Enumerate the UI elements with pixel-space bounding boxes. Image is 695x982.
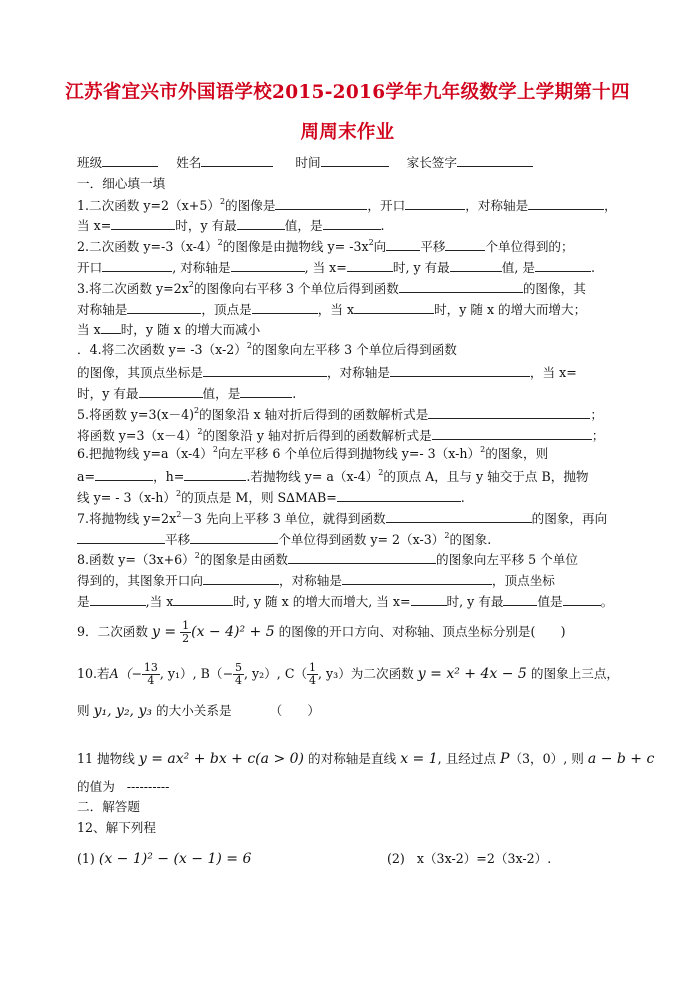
- q12-p1-expr: (x − 1)² − (x − 1) = 6: [98, 851, 252, 867]
- q2-line2: 开口 , 对称轴是 , 当 x= 时, y 有最 值, 是 .: [77, 260, 595, 275]
- name-field[interactable]: [201, 153, 273, 167]
- time-field[interactable]: [321, 153, 389, 167]
- q9-line: 9．二次函数 y = $\frac{1}{2}$ (x − 4)² + 5 的图像的开口方向、对称轴、顶点坐标分别是( ): [77, 619, 566, 645]
- q5-blank-x-fold[interactable]: [428, 405, 590, 419]
- q4-line3: 时，y 有最 值，是 .: [77, 386, 297, 401]
- q7-blank-direction[interactable]: [77, 530, 165, 544]
- q10-line2: 则 y₁, y₂, y₃ 的大小关系是 （ ）: [77, 703, 320, 719]
- q2-blank-opening[interactable]: [102, 258, 172, 272]
- q1-blank-extreme[interactable]: [237, 216, 285, 230]
- q4-line2: 的图像，其顶点坐标是 ，对称轴是 ，当 x=: [77, 365, 577, 380]
- q7-blank-units[interactable]: [190, 530, 278, 544]
- q2-blank-extreme[interactable]: [450, 258, 502, 272]
- section-fill-in-heading: 一．细心填一填: [77, 176, 166, 191]
- q2-blank-x[interactable]: [347, 258, 393, 272]
- q4-blank-vertex[interactable]: [203, 363, 327, 377]
- q4-line1: ．4.将二次函数 $y= -3(x-2)^2$的图象向左平移 3 个单位后得到函数: [77, 341, 457, 357]
- q2-blank-value[interactable]: [535, 258, 591, 272]
- q3-blank-function[interactable]: [399, 279, 523, 293]
- q3-line2: 对称轴是 ，顶点是 ，当 x 时，y 随 x 的增大而增大；: [77, 302, 587, 317]
- q7-line1: 7.将抛物线 $y=2x^2-3$ 先向上平移 3 单位，就得到函数 的图象，再向: [77, 510, 608, 526]
- time-label: 时间: [295, 155, 321, 170]
- q4-blank-value[interactable]: [240, 384, 292, 398]
- q7-blank-function[interactable]: [386, 509, 532, 523]
- q3-blank-increase[interactable]: [354, 300, 434, 314]
- name-label: 姓名: [176, 155, 202, 170]
- q11-answer-dashes[interactable]: ----------: [126, 779, 170, 794]
- q6-blank-h[interactable]: [184, 467, 246, 481]
- q8-blank-value[interactable]: [563, 592, 601, 606]
- q8-blank-vertex[interactable]: [90, 592, 146, 606]
- page-subtitle: 周周末作业: [300, 122, 395, 143]
- q7-line2: 平移 个单位得到函数 $y= 2(x-3)^2$的图象.: [77, 530, 622, 548]
- q1-line2: 当 x= 时，y 有最 值，是 .: [77, 218, 385, 233]
- section-answer-heading: 二．解答题: [77, 799, 140, 814]
- q5-line1: 5.将函数 $y=3(x-4)^2$的图象沿 x 轴对折后得到的函数解析式是 ；: [77, 406, 603, 422]
- q8-line2: 得到的，其图象开口向 ，对称轴是 ，顶点坐标: [77, 573, 555, 588]
- q3-line1: 3.将二次函数 $y=2x^2$的图像向右平移 3 个单位后得到函数 的图像，其: [77, 280, 586, 296]
- q8-line3: 是 ,当 x 时, y 随 x 的增大而增大, 当 x= 时, y 有最 值是 。: [77, 594, 614, 609]
- q12-p1-label: (1): [77, 851, 95, 866]
- q2-blank-direction[interactable]: [386, 237, 420, 251]
- q5-line2: 将函数 $y=3(x-4)^2$的图象沿 y 轴对折后得到的函数解析式是 ；: [77, 427, 605, 443]
- q10-line1: 10.若A（− $\frac{13}{4}$ , y₁）, B（− $\frac{5}{4}$ , y₂）, C（ $\frac{1}{4}$ , y₃）为二次函数 y = x² + 4x − 5 的图象上三点，: [77, 661, 619, 687]
- q8-blank-x[interactable]: [411, 592, 447, 606]
- q6-blank-area[interactable]: [337, 488, 461, 502]
- q3-blank-axis[interactable]: [127, 300, 201, 314]
- q6-line2: a= ，h= .若抛物线 $y= a(x-4)^2$的顶点 A，且与 y 轴交于点 B，抛物: [77, 468, 589, 484]
- page-title: 江苏省宜兴市外国语学校2015-2016学年九年级数学上学期第十四: [65, 82, 630, 103]
- class-field[interactable]: [102, 153, 158, 167]
- q1-line1: 1.二次函数 $y=2(x+5)^2$的图像是 ，开口 ，对称轴是 ，: [77, 197, 617, 213]
- q1-blank-axis[interactable]: [528, 196, 604, 210]
- q2-line1: 2.二次函数 $y=-3(x-4)^2$的图像是由抛物线 $y= -3x^2$向 平移 个单位得到的；: [77, 238, 574, 254]
- q5-blank-y-fold[interactable]: [432, 426, 592, 440]
- class-label: 班级: [77, 155, 103, 170]
- q6-line3: 线 $y= - 3(x-h)^2$的顶点是 M，则 S∆MAB= .: [77, 489, 465, 505]
- q4-blank-extreme[interactable]: [139, 384, 203, 398]
- q6-blank-a[interactable]: [95, 467, 153, 481]
- q4-blank-axis[interactable]: [390, 363, 530, 377]
- q12-p2: (2) x（3x-2）=2（3x-2）.: [387, 851, 552, 866]
- q10-answer-paren[interactable]: （ ）: [269, 703, 320, 718]
- q1-blank-value[interactable]: [323, 216, 381, 230]
- q11-line1: 11 抛物线 y = ax² + bx + c(a > 0) 的对称轴是直线 x = 1, 且经过点 P（3，0）, 则 a − b + c: [77, 751, 655, 767]
- q3-blank-vertex[interactable]: [252, 300, 318, 314]
- q1-blank-x[interactable]: [111, 216, 175, 230]
- q9-fraction: $\frac{1}{2}$: [182, 619, 190, 645]
- parent-sign-field[interactable]: [457, 153, 533, 167]
- q8-blank-axis[interactable]: [342, 571, 492, 585]
- q3-line3: 当 x 时，y 随 x 的增大而减小: [77, 322, 261, 337]
- q2-blank-units[interactable]: [445, 237, 485, 251]
- q8-blank-extreme[interactable]: [503, 592, 537, 606]
- q12-title: 12、解下列程: [77, 820, 156, 835]
- q8-blank-opening[interactable]: [203, 571, 279, 585]
- q6-line1: 6.把抛物线 $y=a(x-4)^2$向左平移 6 个单位后得到抛物线 y=- $3(x-h)^2$的图象，则: [77, 445, 549, 461]
- q8-blank-increase[interactable]: [173, 592, 233, 606]
- q3-blank-decrease[interactable]: [101, 320, 121, 334]
- q12-problems: [77, 849, 622, 869]
- q2-blank-axis[interactable]: [231, 258, 305, 272]
- q11-line2: 的值为 ----------: [77, 779, 170, 794]
- q1-blank-graph[interactable]: [275, 196, 367, 210]
- parent-sign-label: 家长签字: [406, 155, 457, 170]
- q1-blank-opening[interactable]: [405, 196, 465, 210]
- q8-blank-function[interactable]: [288, 550, 436, 564]
- q8-line1: 8.函数 $y=(3x+6)^2$的图象是由函数 的图象向左平移 5 个单位: [77, 551, 578, 567]
- header-row: [77, 153, 622, 171]
